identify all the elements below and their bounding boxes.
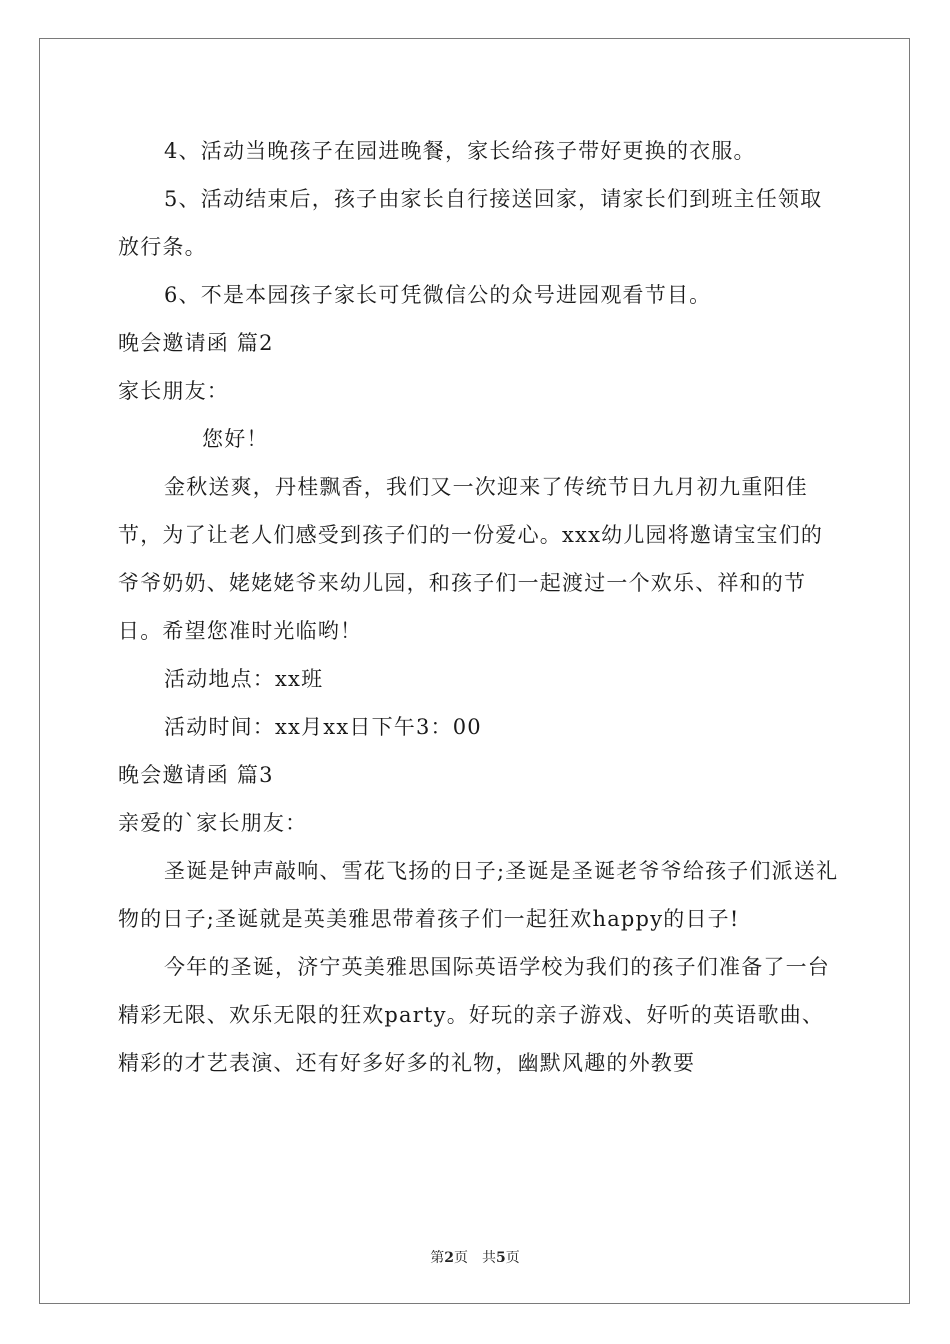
footer-mid: 页 共 <box>454 1250 496 1266</box>
salutation: 家长朋友： <box>118 379 229 403</box>
paragraph: 活动地点：xx班 <box>164 667 324 691</box>
paragraph: 金秋送爽，丹桂飘香，我们又一次迎来了传统节日九月初九重阳佳节，为了让老人们感受到孩子们的一份爱心。xxx幼儿园将邀请宝宝们的爷爷奶奶、姥姥姥爷来幼儿园，和孩子们一起渡过一个欢乐、祥和的节日。希望您准时光临哟！ <box>118 475 824 643</box>
greeting: 您好！ <box>202 427 269 451</box>
footer-current-page: 2 <box>444 1250 454 1266</box>
paragraph: 圣诞是钟声敲响、雪花飞扬的日子;圣诞是圣诞老爷爷给孩子们派送礼物的日子;圣诞就是英美雅思带着孩子们一起狂欢happy的日子! <box>118 859 839 931</box>
paragraph: 6、不是本园孩子家长可凭微信公的众号进园观看节目。 <box>164 283 712 307</box>
document-body <box>118 127 840 1087</box>
page-footer <box>0 1247 950 1267</box>
paragraph: 5、活动结束后，孩子由家长自行接送回家，请家长们到班主任领取放行条。 <box>118 187 823 259</box>
salutation: 亲爱的`家长朋友： <box>118 811 308 835</box>
footer-suffix: 页 <box>505 1250 520 1266</box>
section-heading: 晚会邀请函 篇2 <box>118 331 274 355</box>
paragraph: 4、活动当晚孩子在园进晚餐，家长给孩子带好更换的衣服。 <box>164 139 756 163</box>
footer-total-pages: 5 <box>496 1250 506 1266</box>
section-heading: 晚会邀请函 篇3 <box>118 763 274 787</box>
paragraph: 活动时间：xx月xx日下午3：00 <box>164 715 482 739</box>
footer-prefix: 第 <box>430 1250 445 1266</box>
paragraph: 今年的圣诞，济宁英美雅思国际英语学校为我们的孩子们准备了一台精彩无限、欢乐无限的狂欢party。好玩的亲子游戏、好听的英语歌曲、精彩的才艺表演、还有好多好多的礼物，幽默风趣的外教要 <box>118 955 830 1075</box>
